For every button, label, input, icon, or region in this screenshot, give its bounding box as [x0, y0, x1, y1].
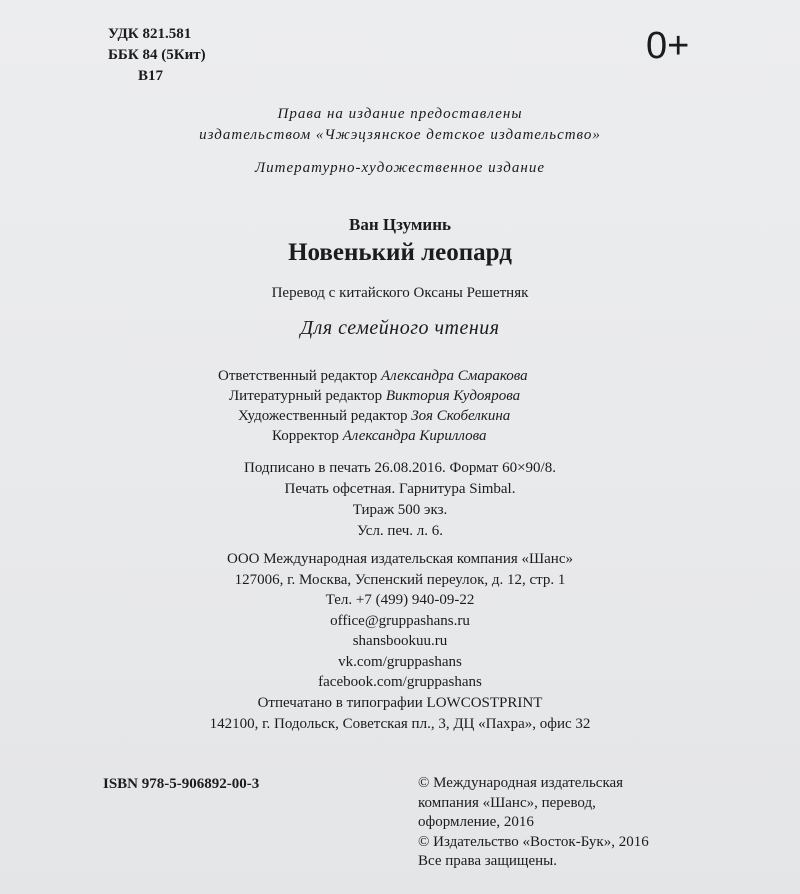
- publisher-name: ООО Международная издательская компания «Шанс»: [226, 551, 573, 567]
- classification-codes: [108, 24, 206, 87]
- publisher-phone: Тел. +7 (499) 940-09-22: [325, 592, 475, 608]
- book-title: Новенький леопард: [288, 239, 512, 266]
- publisher-site: shansbookuu.ru: [352, 633, 448, 649]
- copyright-line-5: Все права защищены.: [418, 853, 557, 869]
- publisher-facebook: facebook.com/gruppashans: [318, 674, 482, 690]
- editor-name: Александра Кириллова: [342, 428, 487, 444]
- print-line-4: Усл. печ. л. 6.: [356, 523, 444, 539]
- author-name: Ван Цзуминь: [348, 215, 452, 234]
- print-line-3: Тираж 500 экз.: [352, 502, 448, 518]
- translation-credit: Перевод с китайского Оксаны Решетняк: [271, 285, 529, 301]
- print-line-1: Подписано в печать 26.08.2016. Формат 60×90/8.: [244, 460, 556, 476]
- printing-house-line-1: Отпечатано в типографии LOWCOSTPRINT: [257, 695, 543, 711]
- editor-role: Ответственный редактор: [218, 368, 378, 384]
- genre-label: Литературно-художественное издание: [255, 160, 545, 176]
- editor-role: Корректор: [272, 428, 339, 444]
- editor-name: Александра Смаракова: [381, 368, 528, 384]
- age-rating: 0+: [646, 25, 690, 67]
- editor-name: Зоя Скобелкина: [411, 408, 511, 424]
- print-line-2: Печать офсетная. Гарнитура Simbal.: [284, 481, 516, 497]
- copyright-line-4: © Издательство «Восток-Бук», 2016: [418, 833, 649, 850]
- publisher-address: 127006, г. Москва, Успенский переулок, д. 12, стр. 1: [234, 571, 566, 588]
- editor-row: [218, 366, 528, 386]
- copyright-line-1: © Международная издательская: [418, 775, 624, 791]
- print-details: [0, 458, 800, 542]
- publisher-email: office@gruppashans.ru: [330, 612, 470, 629]
- rights-line-2: издательством «Чжэцзянское детское издательство»: [199, 127, 601, 143]
- bbk-code: ББК 84 (5Кит): [108, 47, 206, 63]
- copyright-block: [418, 774, 649, 872]
- printing-house: [0, 693, 800, 735]
- udk-code: УДК 821.581: [108, 26, 192, 42]
- copyright-line-3: оформление, 2016: [418, 814, 534, 830]
- rights-notice: [0, 104, 800, 146]
- isbn: ISBN 978-5-906892-00-3: [103, 776, 260, 792]
- printing-house-line-2: 142100, г. Подольск, Советская пл., 3, ДЦ «Пахра», офис 32: [209, 716, 591, 732]
- audience-label: Для семейного чтения: [300, 317, 500, 339]
- publisher-vk: vk.com/gruppashans: [338, 653, 462, 670]
- rights-line-1: Права на издание предоставлены: [277, 106, 523, 122]
- editor-row: [229, 386, 520, 406]
- publisher-info: [0, 549, 800, 693]
- editor-row: [238, 406, 510, 426]
- editor-role: Литературный редактор: [229, 388, 383, 404]
- editor-row: [272, 426, 487, 446]
- editor-name: Виктория Кудоярова: [385, 388, 521, 404]
- author-code: В17: [138, 68, 164, 84]
- copyright-line-2: компания «Шанс», перевод,: [418, 794, 596, 811]
- editor-role: Художественный редактор: [238, 408, 408, 424]
